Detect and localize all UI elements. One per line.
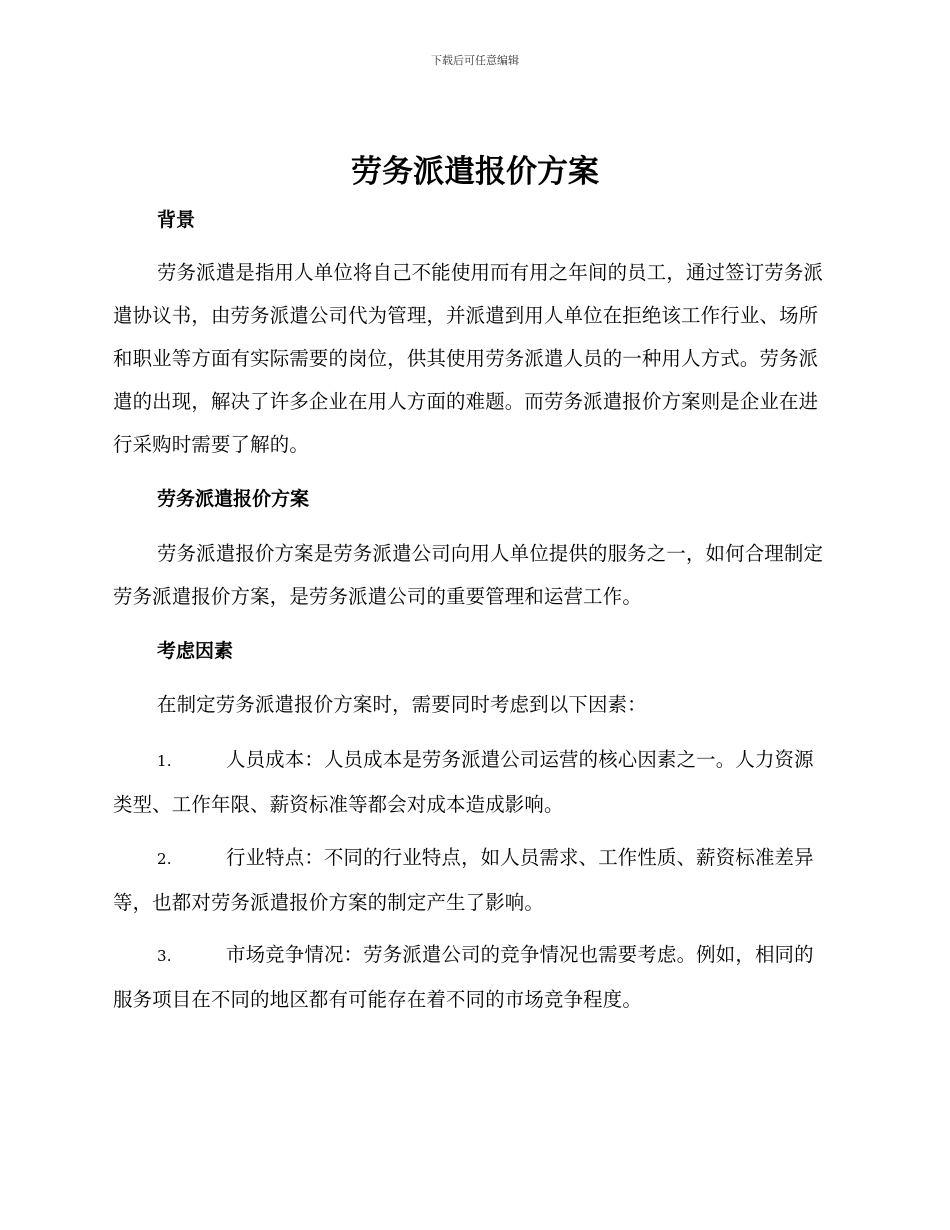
- factor-number: 3.: [157, 947, 172, 965]
- factor-number: 2.: [157, 850, 172, 868]
- header-note: 下载后可任意编辑: [431, 54, 519, 67]
- section-heading-quote-plan: 劳务派遣报价方案: [157, 488, 310, 510]
- factor-item-1: [113, 738, 833, 826]
- factor-item-3: [113, 933, 833, 1021]
- factor-number: 1.: [157, 752, 172, 770]
- section-heading-factors: 考虑因素: [157, 640, 234, 662]
- section-paragraph-factors: 在制定劳务派遣报价方案时，需要同时考虑到以下因素：: [157, 693, 647, 716]
- section-paragraph-background: 劳务派遣是指用人单位将自己不能使用而有用之年间的员工，通过签订劳务派遣协议书，由劳务派遣公司代为管理，并派遣到用人单位在拒绝该工作行业、场所和职业等方面有实际需要的岗位，供其使用劳务派遣人员的一种用人方式。劳务派遣的出现，解决了许多企业在用人方面的难题。而劳务派遣报价方案则是企业在进行采购时需要了解的。: [113, 261, 824, 456]
- factor-item-2: [113, 836, 833, 924]
- section-heading-background: 背景: [157, 209, 196, 231]
- section-paragraph-quote-plan: 劳务派遣报价方案是劳务派遣公司向用人单位提供的服务之一，如何合理制定劳务派遣报价方案，是劳务派遣公司的重要管理和运营工作。: [113, 542, 824, 608]
- factor-text: 人员成本：人员成本是劳务派遣公司运营的核心因素之一。人力资源类型、工作年限、薪资标准等都会对成本造成影响。: [113, 748, 814, 816]
- factor-text: 行业特点：不同的行业特点，如人员需求、工作性质、薪资标准差异等，也都对劳务派遣报价方案的制定产生了影响。: [113, 846, 814, 914]
- factor-text: 市场竞争情况：劳务派遣公司的竞争情况也需要考虑。例如，相同的服务项目在不同的地区都有可能存在着不同的市场竞争程度。: [113, 943, 814, 1011]
- document-title: 劳务派遣报价方案: [351, 154, 599, 190]
